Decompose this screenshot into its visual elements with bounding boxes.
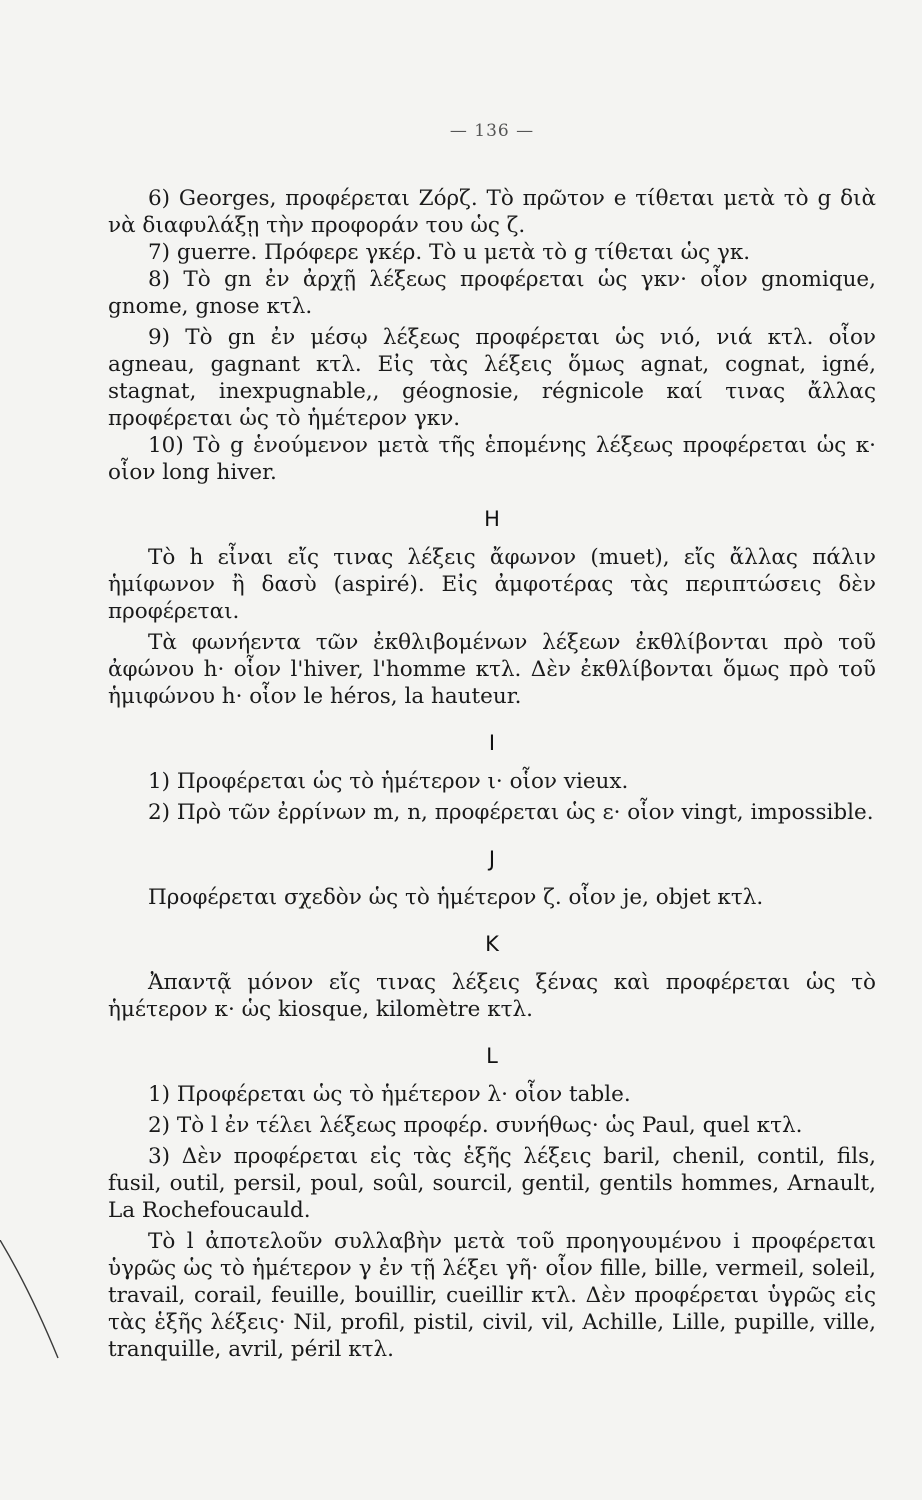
paragraph-g-9: 9) Τὸ gn ἐν μέσῳ λέξεως προφέρεται ὡς νιό, νιά κτλ. οἷον agneau, gagnant κτλ. Εἰς τὰς λέξεις ὅμως agnat, cognat, igné, stagnat, inexpugnable,, géognosie, régnicole καί τινας ἄλλας προφέρεται ὡς τὸ ἡμέτερον γκν. — [108, 325, 876, 431]
section-heading-h: H — [484, 507, 500, 531]
paragraph-l-3: 3) Δὲν προφέρεται εἰς τὰς ἑξῆς λέξεις baril, chenil, contil, fils, fusil, outil, persil, poul, soûl, sourcil, gentil, gentils hommes, Arnault, La Rochefoucauld. — [108, 1144, 876, 1223]
paragraph-l-4: Τὸ l ἀποτελοῦν συλλαβὴν μετὰ τοῦ προηγουμένου i προφέρεται ὑγρῶς ὡς τὸ ἡμέτερον γ ἐν τῇ λέξει γῆ· οἷον fille, bille, vermeil, soleil, travail, corail, feuille, bouillir, cueillir κτλ. Δὲν προφέρεται ὑγρῶς εἰς τὰς ἑξῆς λέξεις· Nil, profil, pistil, civil, vil, Achille, Lille, pupille, ville, tranquille, avril, péril κτλ. — [108, 1229, 876, 1362]
section-heading-j: J — [488, 847, 496, 871]
section-heading-k: K — [485, 932, 499, 956]
page-number: — 136 — — [449, 121, 535, 141]
paragraph-h-2: Τὰ φωνήεντα τῶν ἐκθλιβομένων λέξεων ἐκθλίβονται πρὸ τοῦ ἀφώνου h· οἷον l'hiver, l'homme κτλ. Δὲν ἐκθλίβονται ὅμως πρὸ τοῦ ἡμιφώνου h· οἷον le héros, la hauteur. — [108, 630, 876, 709]
page-text — [108, 118, 876, 1363]
page-curl-line — [0, 1240, 60, 1360]
paragraph-g-6: 6) Georges, προφέρεται Ζόρζ. Τὸ πρῶτον e τίθεται μετὰ τὸ g διὰ νὰ διαφυλάξῃ τὴν προφοράν του ὡς ζ. — [108, 186, 876, 238]
paragraph-l-2: 2) Τὸ l ἐν τέλει λέξεως προφέρ. συνήθως· ὡς Paul, quel κτλ. — [148, 1113, 803, 1138]
section-heading-l: L — [486, 1044, 498, 1068]
paragraph-k: Ἀπαντᾷ μόνον εἴς τινας λέξεις ξένας καὶ προφέρεται ὡς τὸ ἡμέτερον κ· ὡς kiosque, kilomètre κτλ. — [108, 970, 876, 1022]
paragraph-g-7: 7) guerre. Πρόφερε γκέρ. Τὸ u μετὰ τὸ g τίθεται ὡς γκ. — [148, 240, 751, 265]
paragraph-j: Προφέρεται σχεδὸν ὡς τὸ ἡμέτερον ζ. οἷον je, objet κτλ. — [148, 885, 764, 910]
paragraph-g-10: 10) Τὸ g ἑνούμενον μετὰ τῆς ἑπομένης λέξεως προφέρεται ὡς κ· οἷον long hiver. — [108, 433, 876, 485]
paragraph-l-1: 1) Προφέρεται ὡς τὸ ἡμέτερον λ· οἷον table. — [148, 1082, 631, 1107]
paragraph-i-2: 2) Πρὸ τῶν ἐρρίνων m, n, προφέρεται ὡς ε· οἷον vingt, impossible. — [148, 800, 874, 825]
paragraph-g-8: 8) Τὸ gn ἐν ἀρχῇ λέξεως προφέρεται ὡς γκν· οἷον gnomique, gnome, gnose κτλ. — [108, 267, 876, 319]
paragraph-h-1: Τὸ h εἶναι εἴς τινας λέξεις ἄφωνον (muet), εἴς ἄλλας πάλιν ἡμίφωνον ἢ δασὺ (aspiré). Εἰς ἀμφοτέρας τὰς περιπτώσεις δὲν προφέρεται. — [108, 545, 876, 624]
paragraph-i-1: 1) Προφέρεται ὡς τὸ ἡμέτερον ι· οἷον vieux. — [148, 769, 629, 794]
section-heading-i: I — [488, 731, 496, 755]
